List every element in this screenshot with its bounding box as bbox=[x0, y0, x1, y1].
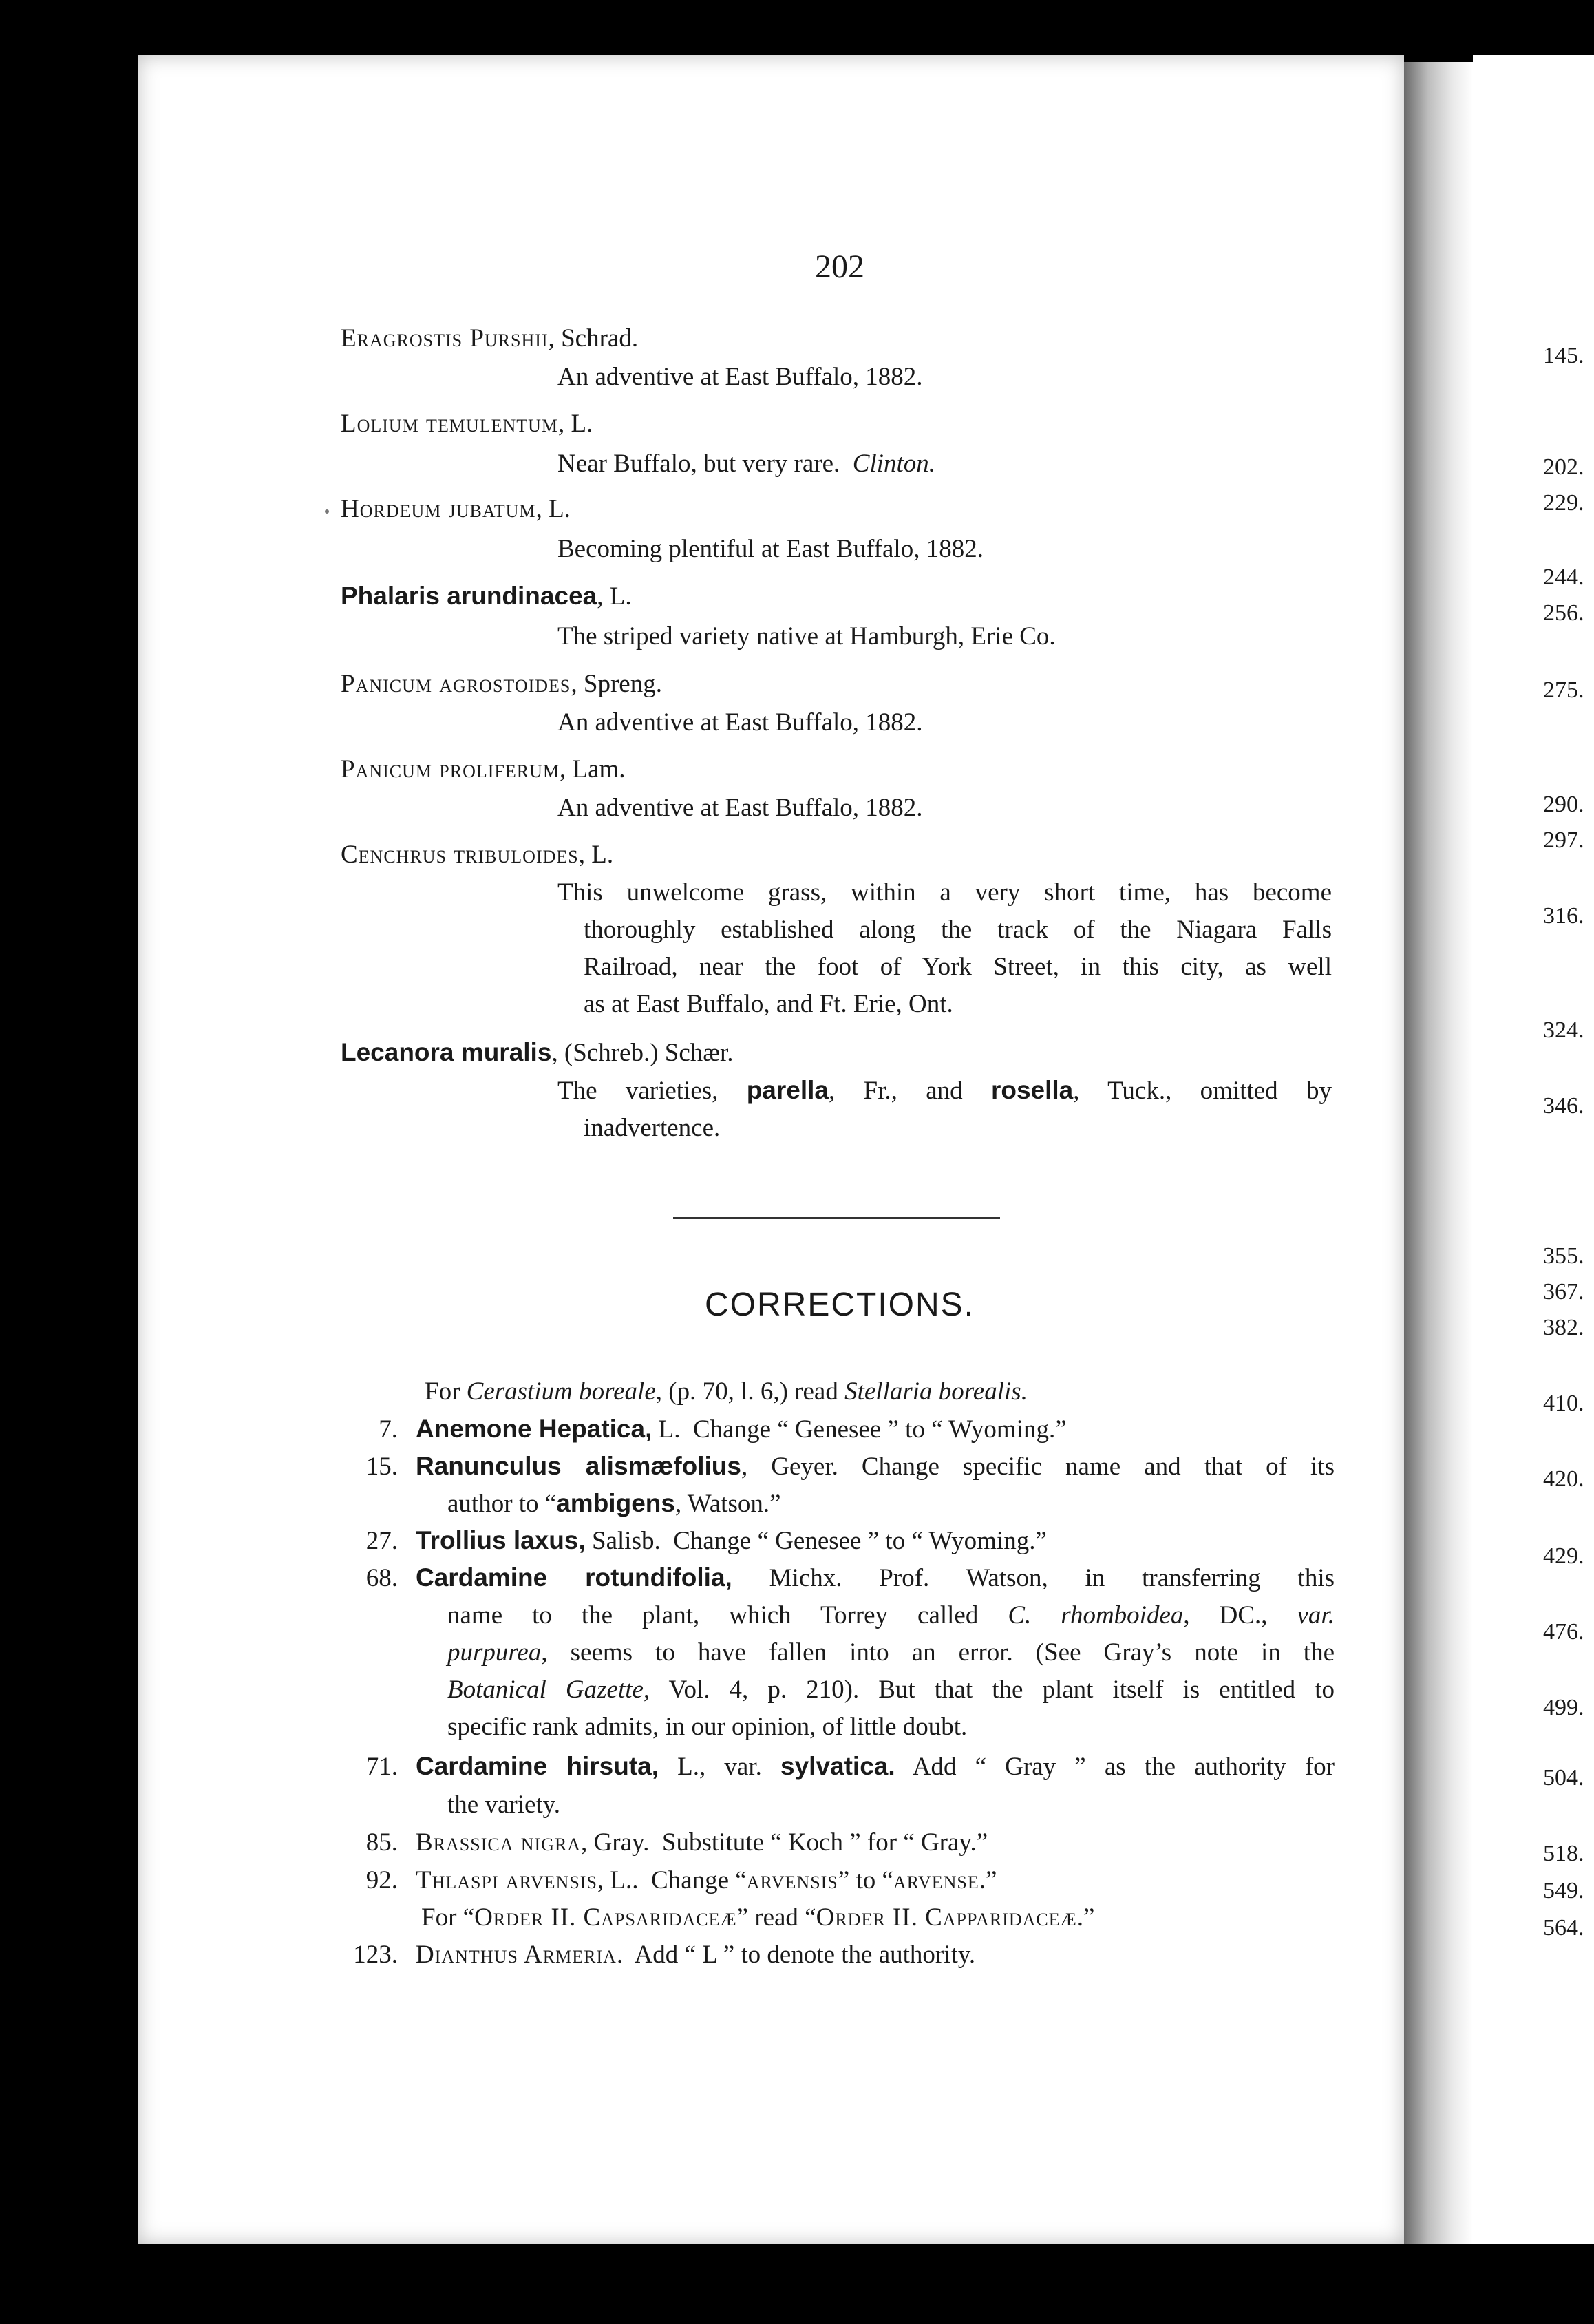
species-authority: , (Schreb.) Schær. bbox=[551, 1039, 734, 1067]
entry-cenchrus bbox=[341, 840, 613, 869]
facing-page-number: 275. bbox=[1543, 677, 1584, 703]
species-name: Eragrostis Purshii bbox=[341, 324, 549, 352]
correction-term: Order II. Capparidaceæ bbox=[816, 1903, 1077, 1932]
note-part: , Fr., and bbox=[829, 1077, 991, 1105]
section-divider bbox=[673, 1217, 1000, 1219]
facing-page-number: 518. bbox=[1543, 1841, 1584, 1866]
facing-page-number: 564. bbox=[1543, 1915, 1584, 1941]
facing-page-number: 145. bbox=[1543, 343, 1584, 368]
correction-term: arvensis bbox=[746, 1866, 838, 1894]
correction-detail: ” to “ bbox=[838, 1866, 893, 1894]
correction-species: Anemone Hepatica, bbox=[416, 1415, 652, 1443]
facing-page-number: 324. bbox=[1543, 1017, 1584, 1043]
intro-text: For bbox=[425, 1377, 467, 1406]
species-name: Lolium temulentum bbox=[341, 410, 559, 438]
facing-page-number: 290. bbox=[1543, 792, 1584, 817]
intro-species: Stellaria borealis. bbox=[844, 1377, 1028, 1406]
correction-detail: L., var. bbox=[659, 1753, 781, 1781]
correction-detail: .” bbox=[1076, 1903, 1095, 1932]
entry-phalaris bbox=[341, 582, 632, 611]
entry-lecanora bbox=[341, 1038, 734, 1068]
correction-text bbox=[416, 1752, 1335, 1782]
correction-text bbox=[416, 1563, 1335, 1593]
facing-page-number: 382. bbox=[1543, 1315, 1584, 1340]
note-text: Near Buffalo, but very rare. bbox=[557, 450, 840, 478]
facing-page-number: 367. bbox=[1543, 1279, 1584, 1304]
species-name: Phalaris arundinacea bbox=[341, 582, 597, 610]
correction-continuation: the variety. bbox=[447, 1790, 561, 1819]
page-number: 202 bbox=[815, 249, 864, 285]
correction-detail: .” bbox=[979, 1866, 997, 1894]
correction-detail: , L.. Change “ bbox=[597, 1866, 747, 1894]
correction-number: 7. bbox=[379, 1415, 398, 1444]
correction-species: Brassica nigra bbox=[416, 1828, 582, 1857]
intro-species: Cerastium boreale bbox=[466, 1377, 656, 1406]
correction-detail: var. bbox=[1297, 1601, 1335, 1629]
species-name: Lecanora muralis bbox=[341, 1038, 552, 1066]
correction-continuation: specific rank admits, in our opinion, of little doubt. bbox=[447, 1713, 968, 1741]
correction-continuation bbox=[447, 1489, 781, 1519]
correction-text bbox=[416, 1415, 1067, 1444]
correction-text bbox=[416, 1866, 997, 1895]
correction-variety: sylvatica. bbox=[780, 1752, 895, 1780]
correction-species: Ranunculus alismæfolius bbox=[416, 1452, 741, 1480]
entry-lolium bbox=[341, 409, 593, 439]
correction-term: Order II. Capsaridaceæ bbox=[474, 1903, 737, 1932]
species-authority: , L. bbox=[597, 582, 632, 611]
species-authority: , L. bbox=[578, 841, 614, 869]
note-part: , Tuck., omitted by bbox=[1073, 1077, 1332, 1105]
corrections-heading: CORRECTIONS. bbox=[704, 1287, 975, 1323]
species-authority: , Lam. bbox=[559, 755, 626, 783]
entry-note-line: inadvertence. bbox=[584, 1114, 721, 1142]
entry-note bbox=[557, 449, 935, 478]
species-authority: , L. bbox=[535, 495, 571, 523]
correction-number: 68. bbox=[365, 1564, 398, 1592]
variety-name: rosella bbox=[990, 1076, 1074, 1104]
margin-mark bbox=[325, 509, 329, 514]
correction-detail: L. Change “ Genesee ” to “ Wyoming.” bbox=[652, 1415, 1067, 1444]
species-authority: , Schrad. bbox=[548, 324, 639, 352]
correction-number: 71. bbox=[365, 1753, 398, 1781]
correction-detail: , Gray. Substitute “ Koch ” for “ Gray.” bbox=[581, 1828, 988, 1857]
correction-intro bbox=[425, 1377, 1028, 1406]
facing-page-number: 420. bbox=[1543, 1466, 1584, 1492]
correction-continuation bbox=[447, 1675, 1335, 1704]
correction-continuation bbox=[447, 1601, 1335, 1630]
facing-page-number: 316. bbox=[1543, 903, 1584, 929]
correction-text bbox=[416, 1828, 988, 1857]
facing-page-number: 297. bbox=[1543, 827, 1584, 853]
correction-detail: Add “ Gray ” as the authority for bbox=[895, 1753, 1335, 1781]
correction-detail: , Vol. 4, p. 210). But that the plant itself is entitled to bbox=[643, 1676, 1335, 1704]
species-authority: , L. bbox=[558, 410, 593, 438]
facing-page-number: 549. bbox=[1543, 1878, 1584, 1903]
entry-panicum-agrostoides bbox=[341, 669, 662, 699]
correction-detail: Salisb. Change “ Genesee ” to “ Wyoming.” bbox=[585, 1527, 1047, 1555]
species-name: Panicum agrostoides bbox=[341, 670, 571, 698]
correction-text bbox=[416, 1452, 1335, 1481]
facing-page-number: 504. bbox=[1543, 1765, 1584, 1790]
correction-text bbox=[416, 1526, 1047, 1556]
correction-number: 92. bbox=[365, 1866, 398, 1894]
correction-detail: author to “ bbox=[447, 1490, 557, 1518]
entry-note: The striped variety native at Hamburgh, Erie Co. bbox=[557, 622, 1056, 651]
species-name: Panicum proliferum bbox=[341, 755, 560, 783]
note-part: The varieties, bbox=[557, 1077, 747, 1105]
facing-page-number: 355. bbox=[1543, 1243, 1584, 1269]
correction-number: 123. bbox=[353, 1941, 398, 1969]
correction-detail: , DC., bbox=[1183, 1601, 1297, 1629]
intro-text: , (p. 70, l. 6,) read bbox=[655, 1377, 845, 1406]
facing-page-number: 229. bbox=[1543, 490, 1584, 516]
correction-species: Cardamine rotundifolia, bbox=[416, 1563, 732, 1592]
correction-detail: For “ bbox=[421, 1903, 475, 1932]
note-source: Clinton. bbox=[852, 450, 936, 478]
entry-note-line: as at East Buffalo, and Ft. Erie, Ont. bbox=[584, 990, 953, 1018]
species-name: Cenchrus tribuloides bbox=[341, 841, 579, 869]
correction-term: arvense bbox=[893, 1866, 979, 1894]
correction-species: Cardamine hirsuta, bbox=[416, 1752, 659, 1780]
facing-page-number: 499. bbox=[1543, 1695, 1584, 1720]
facing-page-number: 476. bbox=[1543, 1619, 1584, 1645]
correction-detail: name to the plant, which Torrey called bbox=[447, 1601, 1008, 1629]
facing-page-number: 244. bbox=[1543, 564, 1584, 590]
entry-note: An adventive at East Buffalo, 1882. bbox=[557, 794, 923, 822]
entry-note-line: thoroughly established along the track of the Niagara Falls bbox=[584, 916, 1332, 944]
correction-detail: ” read “ bbox=[736, 1903, 816, 1932]
correction-detail: . Add “ L ” to denote the authority. bbox=[616, 1941, 976, 1969]
correction-species: C. rhomboidea bbox=[1008, 1601, 1184, 1629]
correction-text bbox=[421, 1903, 1094, 1932]
correction-species: ambigens bbox=[556, 1489, 675, 1517]
entry-note-line: Railroad, near the foot of York Street, in this city, as well bbox=[584, 953, 1332, 981]
correction-detail: , seems to have fallen into an error. (See Gray’s note in the bbox=[541, 1638, 1335, 1667]
entry-note: Becoming plentiful at East Buffalo, 1882. bbox=[557, 535, 984, 563]
correction-detail: , Geyer. Change specific name and that of its bbox=[741, 1452, 1335, 1481]
citation-title: Botanical Gazette bbox=[447, 1676, 644, 1704]
entry-note: An adventive at East Buffalo, 1882. bbox=[557, 708, 923, 737]
facing-page-number: 256. bbox=[1543, 600, 1584, 626]
page-gutter bbox=[1404, 62, 1473, 2244]
correction-continuation bbox=[447, 1638, 1335, 1667]
correction-detail: Michx. Prof. Watson, in transferring this bbox=[732, 1564, 1335, 1592]
correction-species: Dianthus Armeria bbox=[416, 1941, 617, 1969]
correction-species: Trollius laxus, bbox=[416, 1526, 586, 1554]
correction-number: 27. bbox=[365, 1527, 398, 1555]
facing-page-number: 202. bbox=[1543, 454, 1584, 480]
correction-species: purpurea bbox=[447, 1638, 542, 1667]
correction-species: Thlaspi arvensis bbox=[416, 1866, 597, 1894]
correction-number: 15. bbox=[365, 1452, 398, 1481]
correction-detail: , Watson.” bbox=[674, 1490, 781, 1518]
species-name: Hordeum jubatum bbox=[341, 495, 536, 523]
correction-number: 85. bbox=[365, 1828, 398, 1857]
facing-page-number: 346. bbox=[1543, 1093, 1584, 1119]
entry-panicum-proliferum bbox=[341, 754, 626, 784]
entry-note-line: This unwelcome grass, within a very short time, has become bbox=[557, 878, 1332, 907]
entry-eragrostis bbox=[341, 324, 638, 353]
entry-hordeum bbox=[341, 494, 571, 524]
facing-page-number: 429. bbox=[1543, 1543, 1584, 1569]
entry-note bbox=[557, 1076, 1332, 1106]
variety-name: parella bbox=[746, 1076, 829, 1104]
species-authority: , Spreng. bbox=[571, 670, 662, 698]
correction-text bbox=[416, 1940, 975, 1969]
entry-note: An adventive at East Buffalo, 1882. bbox=[557, 363, 923, 391]
facing-page-number: 410. bbox=[1543, 1391, 1584, 1416]
